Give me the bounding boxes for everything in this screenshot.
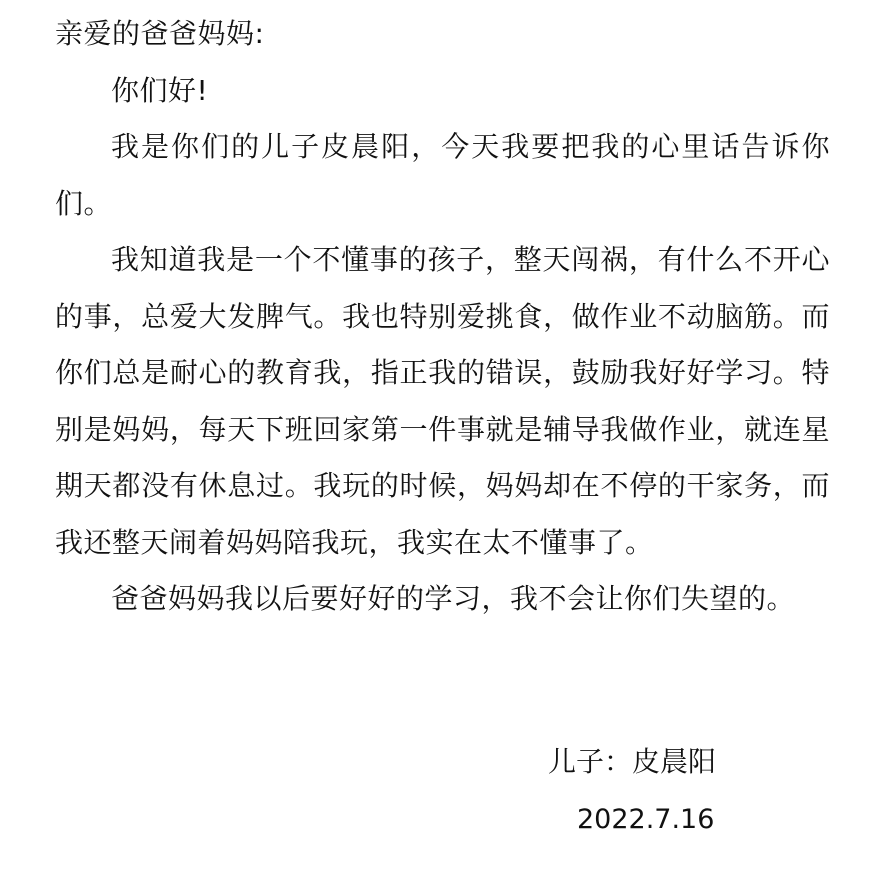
signature: 儿子：皮晨阳: [548, 745, 717, 778]
paragraph-intro: 我是你们的儿子皮晨阳，今天我要把我的心里话告诉你们。: [55, 130, 830, 220]
paragraph-closing: 爸爸妈妈我以后要好好的学习，我不会让你们失望的。: [111, 582, 796, 615]
paragraph-main: 我知道我是一个不懂事的孩子，整天闯祸，有什么不开心的事，总爱大发脾气。我也特别爱挑食，做作业不动脑筋。而你们总是耐心的教育我，指正我的错误，鼓励我好好学习。特别是妈妈，每天下班回家第一件事就是辅导我做作业，就连星期天都没有休息过。我玩的时候，妈妈却在不停的干家务，而我还整天闹着妈妈陪我玩，我实在太不懂事了。: [55, 243, 830, 559]
letter-body: [55, 6, 830, 628]
salutation: 亲爱的爸爸妈妈:: [55, 17, 265, 50]
date: 2022.7.16: [577, 804, 715, 835]
paragraph-greeting: 你们好!: [111, 73, 209, 107]
